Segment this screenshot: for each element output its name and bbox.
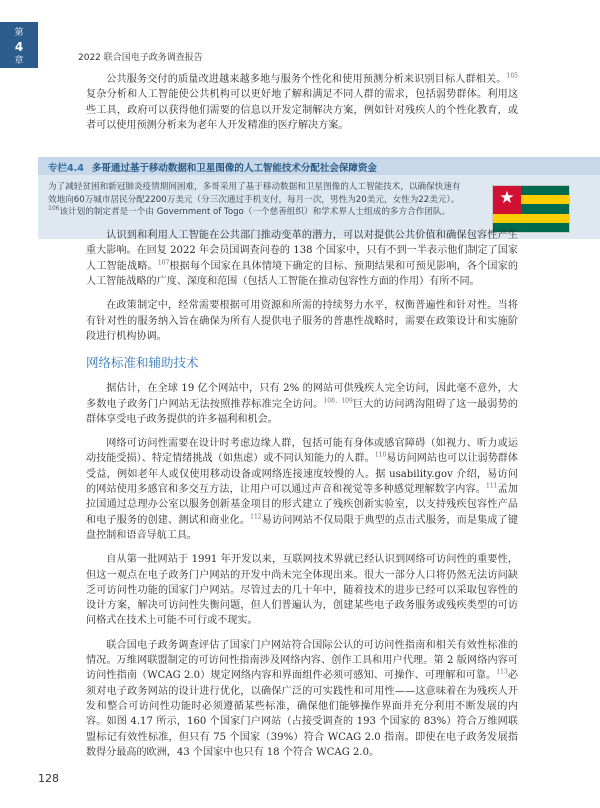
footnote-ref: 106 [48,205,60,213]
paragraph [86,638,518,760]
chapter-number: 4 [14,40,24,54]
text: 据估计，在全球 19 亿个网站中，只有 2% 的网站可供残疾人完全访问，因此毫不意外，大多数电子政务门户网站无法按照推荐标准完全访问。 [86,383,518,410]
text: 巨大的访问鸿沟阻碍了这一最弱势的群体享受电子政务提供的许多福利和机会。 [86,398,519,425]
paragraph [86,72,518,133]
footnote-ref: 113 [496,668,508,676]
text: 孟加拉国通过总理办公室以服务创新基金项目的形式建立了残疾创新实验室，以支持残疾包容性产品和电子服务的创建、测试和商业化。 [86,484,518,526]
text: 易访问网站不仅局限于典型的点击式服务，而是集成了键盘控制和语音导航工具。 [86,514,519,541]
chapter-label: 第 [14,28,24,38]
footnote-ref: 110 [374,452,387,460]
box-label: 专栏4.4 [48,163,84,174]
text: 根据每个国家在具体情境下确定的目标、预期结果和可预见影响，各个国家的人工智能战略的广度、深度和范围（包括人工智能在推动包容性方面的作用）有所不同。 [86,260,519,288]
footnote-ref: 107 [157,259,170,267]
text: 复杂分析和人工智能使公共机构可以更好地了解和满足不同人群的需求，包括弱势群体。利用这些工具，政府可以获得他们需要的信息以开发定制解决方案，例如针对残疾人的个性化教育，或者可以使用预测分析来为老年人开发精准的医疗解决方案。 [86,89,518,131]
paragraph [86,381,518,427]
running-head: 2022 联合国电子政务调查报告 [78,53,203,63]
footnote-ref: 112 [250,513,262,521]
text: 必须对电子政务网站的设计进行优化，以确保广泛的可实践性和可用性——这意味着在为残疾人开发和整合可访问性功能时必须遵循某些标准，确保他们能够操作界面并充分利用不断发展的内容。如图 4.17 所示，160 个国家门户网站（占接受调查的 193 个国家的 83%）符合万维网联盟标记有效性标准，但只有 75 个国家（39%）符合 WCAG 2.0 指南。即使在电子政务发展指数得分最高的欧洲，43 个国家中也只有 18 个符合 WCAG 2.0。 [86,670,518,758]
chapter-tab [0,22,38,68]
text: 认识到和利用人工智能在公共部门推动变革的潜力，可以对提供公共价值和确保包容性产生重大影响。在回复 2022 年会员国调查问卷的 138 个国家中，只有不到一半表示他们制定了国家人工智能战略。 [86,230,518,272]
text: 网络可访问性需要在设计时考虑边缘人群，包括可能有身体或感官障碍（如视力、听力或运动技能受损）、特定情绪挑战（如焦虑）或不同认知能力的人群。 [86,438,518,465]
text: 易访问网站也可以让弱势群体受益，例如老年人或仅使用移动设备或网络连接速度较慢的人。据 usability.gov 介绍，易访问的网站使用多感官和多交互方法，让用户可以通过声音和视觉等多种感觉理解数字内容。 [86,453,518,496]
box-spacer [86,142,518,228]
box-text-a: 为了减轻贫困和新冠肺炎疫情期间困难，多哥采用了基于移动数据和卫星图像的人工智能技术，以确保快速有效地向60万城市居民分配2200万美元（分三次通过手机支付，每月一次，男性为20美元，女性为22美元）。 [48,182,461,205]
footnote-ref: 111 [486,482,498,490]
paragraph [86,228,518,289]
paragraph [86,436,518,543]
star-icon: ★ [499,188,515,208]
page-number: 128 [38,772,59,785]
footnote-ref: 105 [506,72,518,80]
body-text [86,72,518,769]
box-title-text: 多哥通过基于移动数据和卫星图像的人工智能技术分配社会保障资金 [91,163,377,174]
section-title: 网络标准和辅助技术 [86,355,199,371]
text: 联合国电子政务调查评估了国家门户网站符合国际公认的可访问性指南和相关有效性标准的情况。万维网联盟制定的可访问性指南涉及网络内容、创作工具和用户代理。第 2 版网络内容可访问性指南（WCAG 2.0）规定网络内容和界面组件必须可感知、可操作、可理解和可靠。 [86,639,518,682]
footnote-ref: 108、109 [323,397,353,405]
paragraph: 在政策制定中，经常需要根据可用资源和所需的持续努力水平，权衡普遍性和针对性。当将有针对性的服务纳入旨在确保为所有人提供电子服务的普惠性战略时，需要在政策设计和实施阶段进行机构协调。 [86,300,518,342]
text: 公共服务交付的质量改进越来越多地与服务个性化和使用预测分析来识别目标人群相关。 [106,74,507,85]
paragraph: 自从第一批网站于 1991 年开发以来，互联网技术界就已经认识到网络可访问性的重要性，但这一观点在电子政务门户网站的开发中尚未完全体现出来。很大一部分人口将仍然无法访问缺乏可访问性功能的国家门户网站。尽管过去的几十年中，随着技术的进步已经可以采取包容性的设计方案，解决可访问性失衡问题，但人们普遍认为，创建某些电子政务服务或残疾类型的可访问格式在技术上可能不可行或不现实。 [86,554,518,627]
chapter-suffix: 章 [14,56,24,66]
box-text-b: 该计划的制定者是一个由 Government of Togo（一个慈善组织）和学术界人士组成的多方合作团队。 [59,207,451,218]
